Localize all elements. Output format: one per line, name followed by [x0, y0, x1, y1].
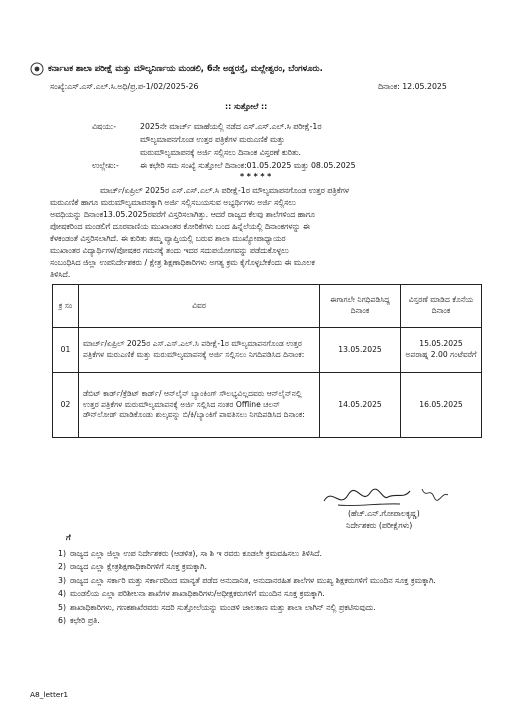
header-extended-date: ವಿಸ್ತರಣೆ ಮಾಡಿದ ಕೊನೆಯ ದಿನಾಂಕ — [401, 285, 482, 328]
list-item-text: ಮಂಡಲಿಯ ಎಲ್ಲಾ ಪರಿಶೀಲನಾ ಶಾಖೆಗಳ ಶಾಖಾಧಿಕಾರಿಗಳು/ಅಧೀಕ್ಷಕರುಗಳಿಗೆ ಮುಂದಿನ ಸೂಕ್ತ ಕ್ರಮಕ್ಕಾಗಿ. — [70, 589, 325, 599]
list-item — [58, 602, 488, 613]
row-serial: 02 — [53, 373, 79, 438]
list-item-number: 3) — [58, 575, 67, 585]
row-detail: ಡೆಬಿಟ್ ಕಾರ್ಡ್/ಕ್ರೆಡಿಟ್ ಕಾರ್ಡ್/ ಆನ್‌ಲೈನ್ ಬ್ಯಾಂಕಿಂಗ್ ಸೌಲಭ್ಯವಿಲ್ಲದವರು ಆನ್‌ಲೈನ್‌ನಲ್ಲಿ ಉತ್ತರ ಪತ್ರಿಕೆಗಳ ಮರುಮೌಲ್ಯಮಾಪನಕ್ಕೆ ಅರ್ಜಿ ಸಲ್ಲಿಸಿದ ನಂತರ Offline ಚಲನ್ ಡೌನ್‌ಲೋಡ್ ಮಾಡಿಕೊಂಡು ಶುಲ್ಕವನ್ನು ಬಿ/ಕಿ/ಬ್ಯಾಂಕಿಗೆ ಪಾವತಿಸಲು ನಿಗದಿಪಡಿಸಿದ ದಿನಾಂಕ: — [79, 373, 320, 438]
subject-line-2: ಮೌಲ್ಯಮಾಪನಗೊಂಡ ಉತ್ತರ ಪತ್ರಿಕೆಗಳ ಮರುಎಣಿಕೆ ಮತ್ತು — [140, 135, 285, 144]
list-item — [58, 615, 488, 626]
table-row — [53, 328, 482, 373]
copy-to-list — [58, 548, 488, 628]
body-line-1: ಮಾರ್ಚ್/ಏಪ್ರಿಲ್ 2025ರ ಎಸ್.ಎಸ್.ಎಲ್.ಸಿ ಪರೀಕ್ಷೆ-1ರ ಮೌಲ್ಯಮಾಪನಗೊಂಡ ಉತ್ತರ ಪತ್ರಿಕೆಗಳ — [100, 186, 349, 195]
list-item — [58, 575, 488, 586]
subject-line-3: ಮರುಮೌಲ್ಯಮಾಪನಕ್ಕೆ ಅರ್ಜಿ ಸಲ್ಲಿಸಲು ದಿನಾಂಕ ವಿಸ್ತರಣೆ ಕುರಿತು. — [140, 148, 301, 157]
body-line-7: ಸಂಬಂಧಿಸಿದ ಜಿಲ್ಲಾ ಉಪನಿರ್ದೇಶಕರು / ಕ್ಷೇತ್ರ ಶಿಕ್ಷಣಾಧಿಕಾರಿಗಳು ಅಗತ್ಯ ಕ್ರಮ ಕೈಗೊಳ್ಳಬೇಕೆಂದು ಈ ಮೂಲಕ — [50, 258, 315, 267]
dates-table — [52, 284, 482, 438]
list-item-text: ರಾಜ್ಯದ ಎಲ್ಲಾ ಜಿಲ್ಲಾ ಉಪ ನಿರ್ದೇಶಕರು (ಆಡಳಿತ), ಸಾ ಶಿ ಇ ರವರು ಕೂಡಲೇ ಕ್ರಮವಹಿಸಲು ತಿಳಿಸಿದೆ. — [70, 549, 322, 558]
list-item-number: 5) — [58, 602, 67, 612]
body-line-6: ಮುಖಾಂತರ ವಿದ್ಯಾರ್ಥಿಗಳ/ಪೋಷಕರ ಗಮನಕ್ಕೆ ತಂದು ಇದರ ಸದುಪಯೋಗವನ್ನು ಪಡೆದುಕೊಳ್ಳಲು — [50, 246, 289, 255]
body-line-3: ಅವಧಿಯನ್ನು ದಿನಾಂಕ13.05.2025ರವರೆಗೆ ವಿಸ್ತರಿಸಲಾಗಿತ್ತು. ಆದರೆ ರಾಜ್ಯದ ಕೆಲವು ಶಾಲೆಗಳಿಂದ ಹಾಗೂ — [50, 210, 316, 219]
table-header-row — [53, 285, 482, 328]
row-fixed-date: 13.05.2025 — [320, 328, 401, 373]
list-item-text: ಕಛೇರಿ ಪ್ರತಿ. — [70, 615, 100, 625]
list-item-number: 1) — [58, 549, 67, 558]
list-item-text: ರಾಜ್ಯದ ಎಲ್ಲಾ ಕ್ಷೇತ್ರಶಿಕ್ಷಣಾಧಿಕಾರಿಗಳಿಗೆ ಸೂಕ್ತ ಕ್ರಮಕ್ಕಾಗಿ. — [70, 562, 207, 572]
list-item — [58, 561, 488, 572]
reference-text: ಈ ಕಛೇರಿ ಸಮ ಸಂಖ್ಯೆ ಸುತ್ತೋಲೆ ದಿನಾಂಕ:01.05.2025 ಮತ್ತು 08.05.2025 — [140, 161, 356, 170]
emblem-icon — [30, 62, 44, 76]
footer-code: A8_letter1 — [30, 690, 69, 699]
table-row — [53, 373, 482, 438]
list-item-number: 6) — [58, 615, 67, 625]
row-extended-note: ಅಪರಾಹ್ನ 2.00 ಗಂಟೆವರೆಗೆ — [405, 350, 477, 359]
reference-label: ಉಲ್ಲೇಖ:- — [92, 161, 119, 170]
body-line-4: ಪೋಷಕರಿಂದ ಮಂಡಲಿಗೆ ದೂರವಾಣಿಯ ಮುಖಾಂತರ ಕೋರಿಕೆಗಳು ಬಂದ ಹಿನ್ನೆಲೆಯಲ್ಲಿ ದಿನಾಂಕಗಳನ್ನು ಈ — [50, 222, 310, 231]
subject-line-1: 2025ನೇ ಮಾರ್ಚ್ ಮಾಹೆಯಲ್ಲಿ ನಡೆದ ಎಸ್.ಎಸ್.ಎಲ್.ಸಿ ಪರೀಕ್ಷೆ-1ರ — [140, 122, 322, 131]
list-item-number: 2) — [58, 562, 67, 572]
reference-number: ಸಂಖ್ಯೆ:ಎಸ್.ಎಸ್.ಎಲ್.ಸಿ.ಅಧಿ/ಪ್ರ.ಪ-1/02/2025-26 — [50, 82, 199, 91]
list-item-text: ರಾಜ್ಯದ ಎಲ್ಲಾ ಸರ್ಕಾರಿ ಮತ್ತು ಸರ್ಕಾರದಿಂದ ಮಾನ್ಯತೆ ಪಡೆದ ಅನುದಾನಿತ, ಅನುದಾನರಹಿತ ಶಾಲೆಗಳ ಮುಖ್ಯ ಶಿಕ್ಷಕರುಗಳಿಗೆ ಮುಂದಿನ ಸೂಕ್ತ ಕ್ರಮಕ್ಕಾಗಿ. — [70, 575, 436, 585]
header-fixed-date: ಈಗಾಗಲೇ ನಿಗಧಿಪಡಿಸಿದ್ದ ದಿನಾಂಕ — [320, 285, 401, 328]
row-serial: 01 — [53, 328, 79, 373]
header-detail: ವಿವರ — [79, 285, 320, 328]
signatory-designation: ನಿರ್ದೇಶಕರು (ಪರೀಕ್ಷೆಗಳು) — [346, 521, 413, 530]
subject-label: ವಿಷಯ:- — [92, 122, 117, 131]
separator-stars: * * * * * — [240, 172, 272, 181]
office-address: ಕರ್ನಾಟಕ ಶಾಲಾ ಪರೀಕ್ಷೆ ಮತ್ತು ಮೌಲ್ಯನಿರ್ಣಯ ಮಂಡಲಿ, 6ನೇ ಅಡ್ಡರಸ್ತೆ, ಮಲ್ಲೇಶ್ವರಂ, ಬೆಂಗಳೂರು. — [48, 63, 323, 73]
list-item — [58, 548, 488, 559]
row-extended-date-cell — [401, 328, 482, 373]
list-item-number: 4) — [58, 589, 67, 599]
page-title: :: ಸುತ್ತೋಲೆ :: — [225, 102, 268, 111]
list-item — [58, 588, 488, 599]
copy-to-label: ಗೆ — [66, 533, 71, 542]
row-detail: ಮಾರ್ಚ್/ಏಪ್ರಿಲ್ 2025ರ ಎಸ್.ಎಸ್.ಎಲ್.ಸಿ ಪರೀಕ್ಷೆ-1ರ ಮೌಲ್ಯಮಾಪನಗೊಂಡ ಉತ್ತರ ಪತ್ರಿಕೆಗಳ ಮರುಎಣಿಕೆ ಮತ್ತು ಮರುಮೌಲ್ಯಮಾಪನಕ್ಕೆ ಅರ್ಜಿ ಸಲ್ಲಿಸಲು ನಿಗದಿಪಡಿಸಿದ ದಿನಾಂಕ: — [79, 328, 320, 373]
body-line-5: ಕೆಳಕಂಡಂತೆ ವಿಸ್ತರಿಸಲಾಗಿದೆ. ಈ ಕುರಿತು ತಮ್ಮ ವ್ಯಾಪ್ತಿಯಲ್ಲಿ ಬರುವ ಶಾಲಾ ಮುಖ್ಯೋಪಾಧ್ಯಾಯರ — [50, 234, 286, 243]
header-serial: ಕ್ರ ಸಂ — [53, 285, 79, 328]
signatory-name: (ಹೆಚ್.ಎನ್.ಗೋಪಾಲಕೃಷ್ಣ) — [348, 509, 420, 518]
row-extended-date: 15.05.2025 — [419, 339, 463, 349]
body-line-2: ಮರುಎಣಿಕೆ ಹಾಗೂ ಮರುಮೌಲ್ಯಮಾಪನಕ್ಕಾಗಿ ಅರ್ಜಿ ಸಲ್ಲಿಸಬಯಸುವ ಅಭ್ಯರ್ಥಿಗಳು ಅರ್ಜಿ ಸಲ್ಲಿಸಲು — [50, 198, 296, 207]
list-item-text: ಶಾಖಾಧಿಕಾರಿಗಳು, ಗಣಕಶಾಖೆರವರು ಸದರಿ ಸುತ್ತೋಲೆಯನ್ನು ಮಂಡಳಿ ಜಾಲತಾಣ ಮತ್ತು ಶಾಲಾ ಲಾಗಿನ್ ನಲ್ಲಿ ಪ್ರಕಟಿಸುವುದು. — [70, 602, 376, 612]
letter-date: ದಿನಾಂಕ: 12.05.2025 — [378, 82, 447, 91]
row-fixed-date: 14.05.2025 — [320, 373, 401, 438]
body-line-8: ತಿಳಿಸಿದೆ. — [50, 270, 71, 279]
row-extended-date: 16.05.2025 — [401, 373, 482, 438]
